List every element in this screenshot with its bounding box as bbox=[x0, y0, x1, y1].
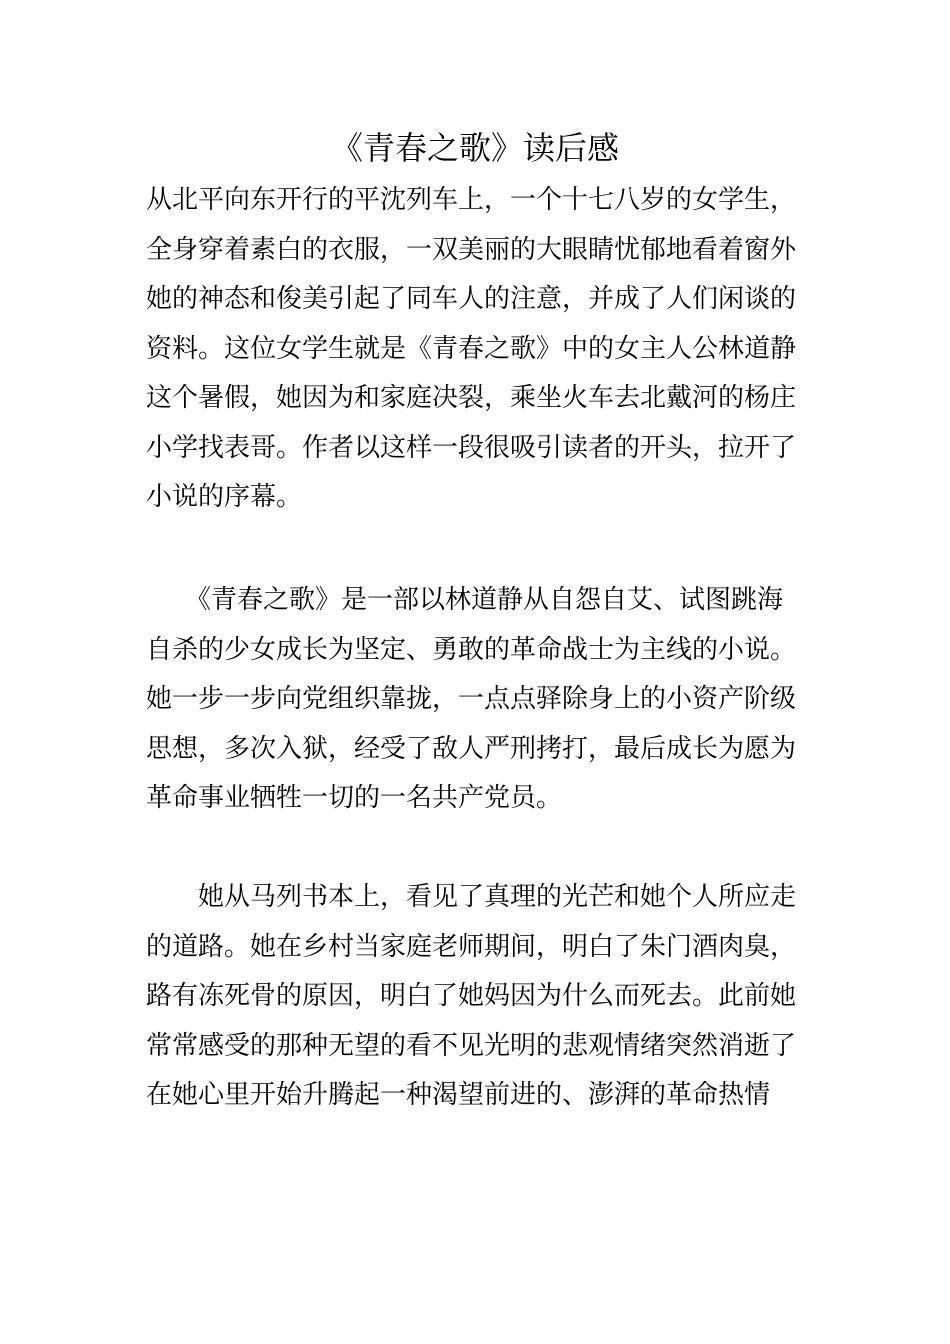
document-title: 《青春之歌》读后感 bbox=[330, 129, 619, 167]
paragraph-3: 她从马列书本上，看见了真理的光芒和她个人所应走 的道路。她在乡村当家庭老师期间，明白了朱门酒肉臭， 路有冻死骨的原因，明白了她妈因为什么而死去。此前她 常常感受的那种无望的看不见光明的悲观情绪突然消逝了 在她心里开始升腾起一种渴望前进的、澎湃的革命热情 bbox=[146, 882, 797, 1110]
paragraph-1: 从北平向东开行的平沈列车上，一个十七八岁的女学生， 全身穿着素白的衣服，一双美丽的大眼睛忧郁地看着窗外 她的神态和俊美引起了同车人的注意，并成了人们闲谈的 资料。这位女学生就是《青春之歌》中的女主人公林道静 这个暑假，她因为和家庭决裂，乘坐火车去北戴河的杨庄 小学找表哥。作者以这样一段很吸引读者的开头，拉开了 小说的序幕。 bbox=[146, 185, 797, 512]
paragraph-2: 《青春之歌》是一部以林道静从自怨自艾、试图跳海 自杀的少女成长为坚定、勇敢的革命战士为主线的小说。 她一步一步向党组织靠拢，一点点驿除身上的小资产阶级 思想，多次入狱，经受了敌人严刑拷打，最后成长为愿为 革命事业牺牲一切的一名共产党员。 bbox=[146, 585, 797, 813]
